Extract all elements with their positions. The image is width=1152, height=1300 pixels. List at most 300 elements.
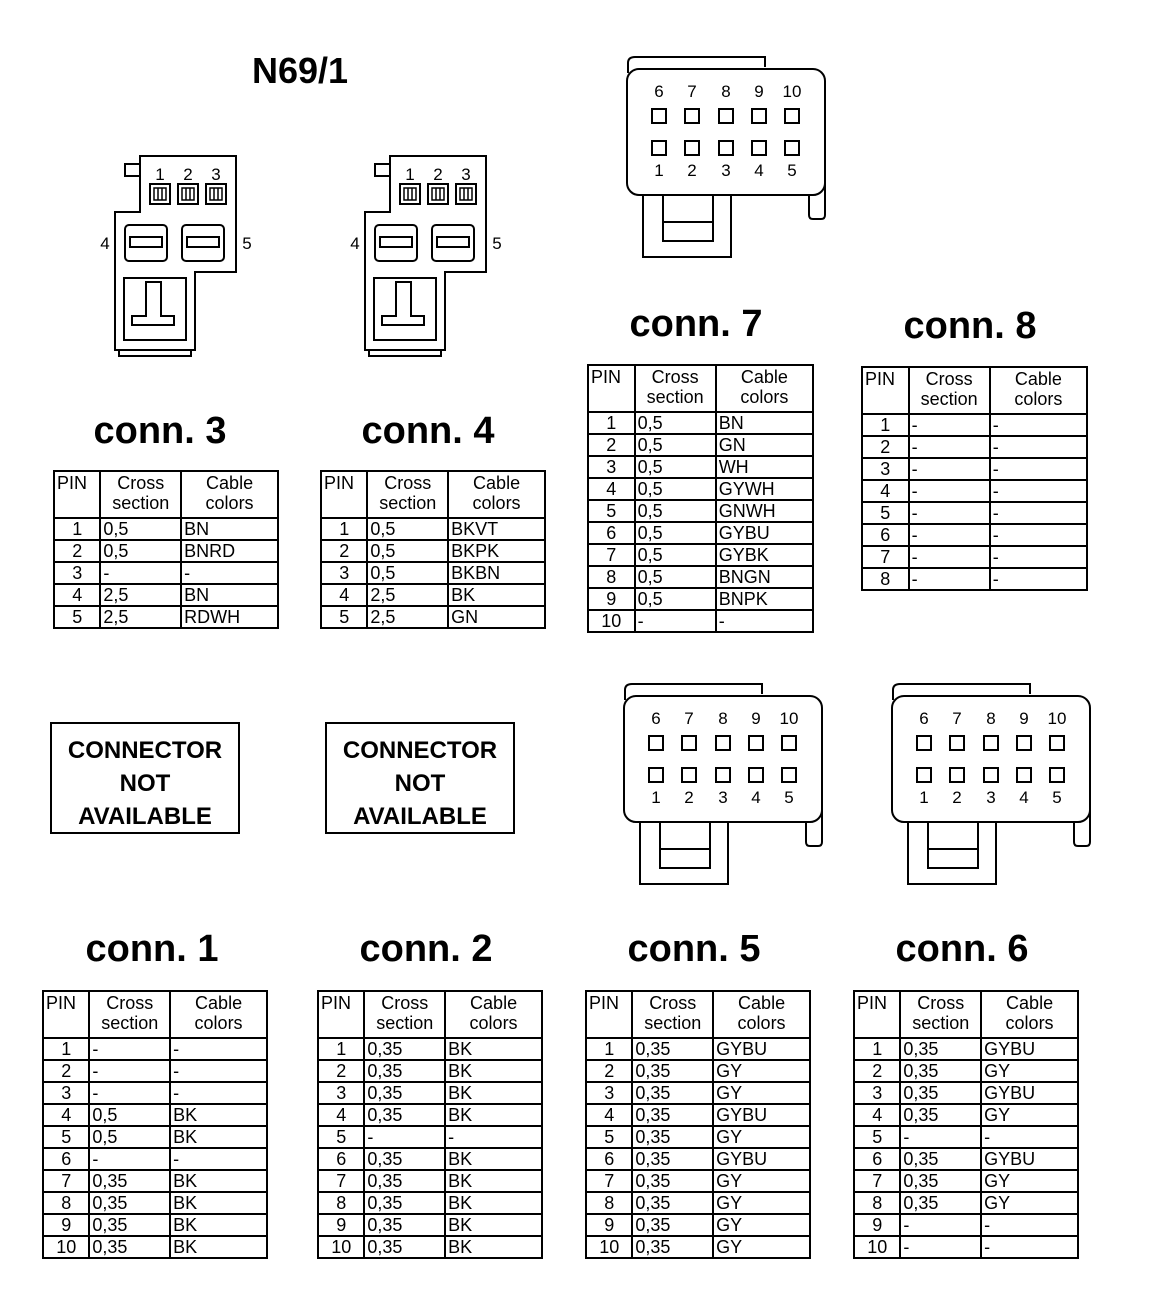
cross-section-value: - xyxy=(909,458,990,480)
cross-section-value: 0,35 xyxy=(900,1192,981,1214)
table-row xyxy=(586,1104,810,1126)
conn8-table xyxy=(861,366,1088,591)
pin-label: 7 xyxy=(687,82,697,101)
cross-section-header-line: section xyxy=(379,493,437,513)
cable-color-value: BKBN xyxy=(448,562,545,584)
cross-section-value: - xyxy=(909,436,990,458)
cross-section-value: 0,35 xyxy=(89,1236,170,1258)
table-row xyxy=(43,1082,267,1104)
cross-section-value: - xyxy=(900,1236,981,1258)
pin-number: 5 xyxy=(862,502,909,524)
not-available-line: CONNECTOR xyxy=(342,737,498,764)
pin-label: 4 xyxy=(754,161,764,180)
cross-section-value: - xyxy=(100,562,181,584)
table-row xyxy=(318,1060,542,1082)
cross-section-value: 0,5 xyxy=(100,540,181,562)
pin-number: 10 xyxy=(854,1236,900,1258)
cross-section-value: 0,5 xyxy=(635,456,716,478)
cable-color-value: GYBU xyxy=(713,1104,810,1126)
cable-colors-header-line: Cable xyxy=(740,367,788,387)
pin-number: 4 xyxy=(318,1104,364,1126)
table-header-row xyxy=(862,367,1087,414)
pin-number: 4 xyxy=(862,480,909,502)
cable-colors-header-line: Cable xyxy=(206,473,254,493)
large-connector-drawing-conn7 xyxy=(625,55,835,265)
large-connector-drawing-conn5 xyxy=(622,682,832,892)
pin-number: 5 xyxy=(854,1126,900,1148)
cross-section-header-line: section xyxy=(644,1013,702,1033)
pin-number: 7 xyxy=(862,546,909,568)
pin-label: 4 xyxy=(1019,788,1029,807)
pin-number: 10 xyxy=(318,1236,364,1258)
cable-color-value: BK xyxy=(445,1214,542,1236)
table-header-row xyxy=(321,471,545,518)
pin-label: 5 xyxy=(787,161,797,180)
not-available-line: NOT xyxy=(119,770,171,797)
cross-section-header-line: section xyxy=(912,1013,970,1033)
cross-section-header-line: section xyxy=(646,387,704,407)
conn6-title: conn. 6 xyxy=(895,928,1029,970)
document-title: N69/1 xyxy=(251,50,349,91)
cable-color-value: BN xyxy=(181,584,278,606)
cross-section-value: - xyxy=(900,1126,981,1148)
cable-color-value: GNWH xyxy=(716,500,813,522)
pin-label: 5 xyxy=(784,788,794,807)
pin-number: 9 xyxy=(588,588,635,610)
pin-header: PIN xyxy=(318,991,364,1038)
pin-label: 3 xyxy=(461,165,471,184)
table-row xyxy=(588,566,813,588)
large-connector-drawing-conn6 xyxy=(890,682,1100,892)
pin-label: 1 xyxy=(654,161,664,180)
pin-number: 3 xyxy=(862,458,909,480)
cable-color-value: BK xyxy=(445,1170,542,1192)
pin-number: 6 xyxy=(586,1148,632,1170)
table-row xyxy=(862,480,1087,502)
table-row xyxy=(862,524,1087,546)
not-available-line: AVAILABLE xyxy=(353,803,487,830)
pin-number: 9 xyxy=(586,1214,632,1236)
cross-section-value: - xyxy=(909,414,990,436)
table-row xyxy=(321,606,545,628)
table-row xyxy=(854,1170,1078,1192)
cross-section-header xyxy=(367,471,448,518)
pin-number: 1 xyxy=(43,1038,89,1060)
table-row xyxy=(588,610,813,632)
table-row xyxy=(588,434,813,456)
cross-section-value: 0,5 xyxy=(635,434,716,456)
pin-header: PIN xyxy=(54,471,100,518)
small-connector-drawing-conn4 xyxy=(345,150,505,360)
cable-color-value: GYBU xyxy=(713,1038,810,1060)
cross-section-header-line: Cross xyxy=(117,473,165,493)
pin-label: 7 xyxy=(684,709,694,728)
cable-color-value: BKVT xyxy=(448,518,545,540)
pin-number: 10 xyxy=(588,610,635,632)
cross-section-header-line: Cross xyxy=(649,993,697,1013)
cross-section-header xyxy=(635,365,716,412)
table-row xyxy=(588,544,813,566)
cross-section-value: 0,35 xyxy=(632,1192,713,1214)
pin-label: 9 xyxy=(1019,709,1029,728)
pin-header: PIN xyxy=(321,471,367,518)
pin-label: 5 xyxy=(242,234,252,253)
table-row xyxy=(854,1236,1078,1258)
pin-number: 7 xyxy=(586,1170,632,1192)
pin-number: 4 xyxy=(854,1104,900,1126)
cross-section-value: 0,5 xyxy=(100,518,181,540)
cross-section-value: 0,35 xyxy=(89,1170,170,1192)
pin-label: 8 xyxy=(718,709,728,728)
table-row xyxy=(321,562,545,584)
table-row xyxy=(586,1148,810,1170)
cable-color-value: GYBU xyxy=(713,1148,810,1170)
cable-colors-header xyxy=(170,991,267,1038)
cable-color-value: - xyxy=(990,502,1087,524)
pin-number: 6 xyxy=(854,1148,900,1170)
pin-number: 1 xyxy=(854,1038,900,1060)
cable-colors-header xyxy=(445,991,542,1038)
cable-color-value: - xyxy=(170,1082,267,1104)
cable-color-value: GYBU xyxy=(981,1082,1078,1104)
pin-number: 3 xyxy=(54,562,100,584)
pin-number: 2 xyxy=(854,1060,900,1082)
cable-color-value: - xyxy=(716,610,813,632)
pin-number: 6 xyxy=(588,522,635,544)
pin-label: 9 xyxy=(754,82,764,101)
table-row xyxy=(862,436,1087,458)
cross-section-header xyxy=(364,991,445,1038)
table-row xyxy=(318,1170,542,1192)
cross-section-value: 2,5 xyxy=(100,584,181,606)
cable-color-value: WH xyxy=(716,456,813,478)
cross-section-value: - xyxy=(89,1082,170,1104)
cross-section-value: 2,5 xyxy=(367,606,448,628)
cross-section-header-line: section xyxy=(112,493,170,513)
pin-number: 8 xyxy=(586,1192,632,1214)
cross-section-value: - xyxy=(909,480,990,502)
pin-label: 8 xyxy=(721,82,731,101)
cable-color-value: BNPK xyxy=(716,588,813,610)
cross-section-value: 0,35 xyxy=(632,1082,713,1104)
pin-label: 6 xyxy=(919,709,929,728)
cable-color-value: GY xyxy=(713,1060,810,1082)
cross-section-value: - xyxy=(909,546,990,568)
cable-color-value: - xyxy=(981,1236,1078,1258)
cable-color-value: GY xyxy=(981,1170,1078,1192)
conn1-table xyxy=(42,990,268,1259)
cable-color-value: BN xyxy=(181,518,278,540)
cross-section-value: 0,35 xyxy=(900,1148,981,1170)
table-row xyxy=(321,540,545,562)
table-row xyxy=(862,568,1087,590)
pin-number: 4 xyxy=(586,1104,632,1126)
table-row xyxy=(318,1038,542,1060)
cross-section-value: 0,35 xyxy=(364,1038,445,1060)
conn6-table xyxy=(853,990,1079,1259)
cable-color-value: BK xyxy=(445,1148,542,1170)
cross-section-value: - xyxy=(89,1038,170,1060)
pin-label: 2 xyxy=(183,165,193,184)
pin-number: 2 xyxy=(588,434,635,456)
cable-color-value: BK xyxy=(445,1104,542,1126)
cable-colors-header-line: Cable xyxy=(738,993,786,1013)
pin-label: 4 xyxy=(100,234,110,253)
cross-section-value: 0,5 xyxy=(635,566,716,588)
pin-number: 10 xyxy=(43,1236,89,1258)
table-row xyxy=(43,1060,267,1082)
cable-color-value: - xyxy=(170,1148,267,1170)
pin-number: 5 xyxy=(43,1126,89,1148)
cable-color-value: GY xyxy=(713,1214,810,1236)
cable-color-value: - xyxy=(170,1038,267,1060)
cable-color-value: BK xyxy=(170,1236,267,1258)
table-row xyxy=(588,478,813,500)
conn7-title: conn. 7 xyxy=(629,303,763,345)
cable-color-value: GY xyxy=(713,1170,810,1192)
cable-color-value: BNRD xyxy=(181,540,278,562)
cross-section-value: 0,35 xyxy=(364,1148,445,1170)
conn8-title: conn. 8 xyxy=(903,305,1037,347)
pin-label: 3 xyxy=(986,788,996,807)
pin-number: 2 xyxy=(318,1060,364,1082)
cross-section-value: 0,35 xyxy=(632,1236,713,1258)
table-row xyxy=(586,1170,810,1192)
table-row xyxy=(54,562,278,584)
pin-number: 5 xyxy=(586,1126,632,1148)
cross-section-header xyxy=(100,471,181,518)
cable-colors-header-line: colors xyxy=(194,1013,243,1033)
table-row xyxy=(586,1236,810,1258)
cable-colors-header xyxy=(713,991,810,1038)
table-row xyxy=(854,1082,1078,1104)
cross-section-value: 0,35 xyxy=(900,1170,981,1192)
table-row xyxy=(862,502,1087,524)
cable-color-value: GY xyxy=(713,1126,810,1148)
cable-colors-header xyxy=(716,365,813,412)
pin-label: 3 xyxy=(718,788,728,807)
cable-colors-header-line: colors xyxy=(205,493,254,513)
table-row xyxy=(586,1126,810,1148)
cable-color-value: BK xyxy=(170,1170,267,1192)
pin-number: 8 xyxy=(318,1192,364,1214)
pin-number: 9 xyxy=(318,1214,364,1236)
cross-section-value: 0,35 xyxy=(632,1126,713,1148)
cable-color-value: - xyxy=(990,524,1087,546)
table-row xyxy=(43,1104,267,1126)
pin-number: 6 xyxy=(43,1148,89,1170)
cross-section-value: 0,35 xyxy=(632,1038,713,1060)
table-row xyxy=(321,584,545,606)
cross-section-value: - xyxy=(909,568,990,590)
table-row xyxy=(588,412,813,434)
table-header-row xyxy=(588,365,813,412)
conn3-table xyxy=(53,470,279,629)
pin-label: 10 xyxy=(1047,709,1067,728)
cross-section-value: 0,5 xyxy=(367,518,448,540)
cross-section-value: 0,35 xyxy=(364,1060,445,1082)
cable-colors-header xyxy=(990,367,1087,414)
not-available-line: AVAILABLE xyxy=(78,803,212,830)
table-row xyxy=(54,518,278,540)
pin-label: 4 xyxy=(350,234,360,253)
table-row xyxy=(588,522,813,544)
conn4-table xyxy=(320,470,546,629)
cross-section-value: 0,35 xyxy=(632,1148,713,1170)
cross-section-header-line: Cross xyxy=(917,993,965,1013)
cross-section-value: 0,5 xyxy=(89,1104,170,1126)
pin-number: 8 xyxy=(588,566,635,588)
pin-label: 6 xyxy=(651,709,661,728)
pin-number: 9 xyxy=(854,1214,900,1236)
pin-number: 6 xyxy=(318,1148,364,1170)
cable-color-value: BK xyxy=(170,1126,267,1148)
pin-number: 2 xyxy=(54,540,100,562)
cable-color-value: RDWH xyxy=(181,606,278,628)
cable-color-value: GY xyxy=(981,1104,1078,1126)
cable-color-value: BK xyxy=(445,1038,542,1060)
cross-section-value: 0,35 xyxy=(364,1214,445,1236)
table-row xyxy=(318,1192,542,1214)
cable-color-value: GYBU xyxy=(716,522,813,544)
cross-section-value: 2,5 xyxy=(100,606,181,628)
pin-number: 9 xyxy=(43,1214,89,1236)
cable-colors-header-line: Cable xyxy=(470,993,518,1013)
cross-section-header xyxy=(632,991,713,1038)
cross-section-header xyxy=(909,367,990,414)
cross-section-value: - xyxy=(89,1148,170,1170)
cross-section-value: - xyxy=(364,1126,445,1148)
cross-section-value: 0,35 xyxy=(900,1082,981,1104)
cross-section-value: 0,35 xyxy=(900,1104,981,1126)
cable-color-value: BK xyxy=(445,1060,542,1082)
cross-section-header-line: Cross xyxy=(925,369,973,389)
pin-label: 6 xyxy=(654,82,664,101)
cross-section-value: 0,5 xyxy=(367,540,448,562)
conn2-title: conn. 2 xyxy=(359,928,493,970)
cross-section-value: 0,35 xyxy=(900,1060,981,1082)
pin-number: 3 xyxy=(586,1082,632,1104)
cross-section-value: 0,5 xyxy=(635,478,716,500)
table-row xyxy=(854,1038,1078,1060)
table-row xyxy=(586,1192,810,1214)
cable-color-value: GY xyxy=(713,1236,810,1258)
pin-number: 7 xyxy=(588,544,635,566)
pin-number: 2 xyxy=(862,436,909,458)
cross-section-value: 0,35 xyxy=(364,1104,445,1126)
cross-section-value: 0,35 xyxy=(89,1214,170,1236)
not-available-line: CONNECTOR xyxy=(67,737,223,764)
pin-header: PIN xyxy=(43,991,89,1038)
cable-color-value: BN xyxy=(716,412,813,434)
cable-color-value: - xyxy=(990,458,1087,480)
pin-number: 8 xyxy=(862,568,909,590)
table-row xyxy=(43,1148,267,1170)
cross-section-header-line: Cross xyxy=(106,993,154,1013)
pin-number: 3 xyxy=(321,562,367,584)
table-row xyxy=(854,1214,1078,1236)
pin-label: 3 xyxy=(721,161,731,180)
cross-section-value: 0,5 xyxy=(635,412,716,434)
table-header-row xyxy=(318,991,542,1038)
cable-colors-header-line: Cable xyxy=(195,993,243,1013)
cross-section-value: 0,35 xyxy=(364,1170,445,1192)
cable-color-value: GYBU xyxy=(981,1148,1078,1170)
pin-label: 9 xyxy=(751,709,761,728)
cross-section-header-line: section xyxy=(101,1013,159,1033)
table-row xyxy=(586,1214,810,1236)
cable-color-value: GYBK xyxy=(716,544,813,566)
pin-number: 10 xyxy=(586,1236,632,1258)
pin-number: 4 xyxy=(588,478,635,500)
cable-color-value: - xyxy=(990,546,1087,568)
cross-section-value: - xyxy=(909,524,990,546)
cable-color-value: - xyxy=(981,1126,1078,1148)
table-row xyxy=(862,546,1087,568)
cable-color-value: GN xyxy=(448,606,545,628)
cross-section-value: 0,35 xyxy=(89,1192,170,1214)
not-available-line: NOT xyxy=(394,770,446,797)
table-row xyxy=(588,588,813,610)
cable-colors-header-line: Cable xyxy=(473,473,521,493)
cable-color-value: BKPK xyxy=(448,540,545,562)
cross-section-header-line: Cross xyxy=(381,993,429,1013)
cable-colors-header-line: colors xyxy=(1005,1013,1054,1033)
pin-number: 2 xyxy=(586,1060,632,1082)
pin-label: 5 xyxy=(1052,788,1062,807)
cable-color-value: BK xyxy=(170,1214,267,1236)
cable-color-value: - xyxy=(445,1126,542,1148)
pin-number: 7 xyxy=(318,1170,364,1192)
cable-color-value: - xyxy=(990,436,1087,458)
pin-number: 1 xyxy=(586,1038,632,1060)
cable-colors-header xyxy=(448,471,545,518)
table-row xyxy=(586,1082,810,1104)
cross-section-value: 2,5 xyxy=(367,584,448,606)
table-row xyxy=(43,1038,267,1060)
table-row xyxy=(854,1104,1078,1126)
table-row xyxy=(321,518,545,540)
cable-color-value: GY xyxy=(713,1192,810,1214)
pin-number: 3 xyxy=(43,1082,89,1104)
table-row xyxy=(588,456,813,478)
pin-number: 5 xyxy=(318,1126,364,1148)
pin-label: 5 xyxy=(492,234,502,253)
pin-number: 5 xyxy=(54,606,100,628)
table-row xyxy=(854,1126,1078,1148)
conn2-table xyxy=(317,990,543,1259)
pin-label: 10 xyxy=(782,82,802,101)
table-row xyxy=(318,1214,542,1236)
table-row xyxy=(318,1082,542,1104)
pin-number: 4 xyxy=(54,584,100,606)
pin-number: 8 xyxy=(854,1192,900,1214)
cable-color-value: BK xyxy=(170,1104,267,1126)
table-row xyxy=(43,1126,267,1148)
cross-section-value: 0,35 xyxy=(632,1170,713,1192)
pin-number: 1 xyxy=(588,412,635,434)
cable-color-value: GYBU xyxy=(981,1038,1078,1060)
pin-number: 3 xyxy=(854,1082,900,1104)
table-row xyxy=(43,1236,267,1258)
cross-section-value: 0,35 xyxy=(900,1038,981,1060)
table-row xyxy=(54,540,278,562)
pin-number: 1 xyxy=(321,518,367,540)
table-row xyxy=(854,1060,1078,1082)
cable-color-value: GY xyxy=(713,1082,810,1104)
cross-section-value: 0,35 xyxy=(632,1104,713,1126)
cable-colors-header-line: colors xyxy=(469,1013,518,1033)
